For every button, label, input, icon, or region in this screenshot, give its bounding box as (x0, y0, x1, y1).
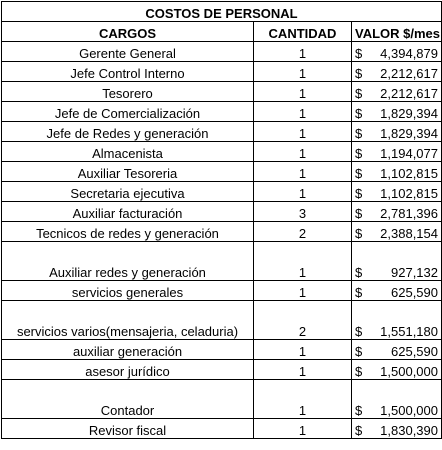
header-cantidad: CANTIDAD (254, 22, 352, 42)
valor-cell (352, 360, 442, 380)
currency-symbol: $ (355, 403, 363, 418)
currency-symbol: $ (355, 324, 363, 339)
amount: 625,590 (391, 285, 438, 300)
currency-symbol: $ (355, 186, 363, 201)
cantidad-cell: 1 (254, 242, 352, 281)
valor-cell (352, 162, 442, 182)
valor-cell (352, 122, 442, 142)
valor-cell (352, 142, 442, 162)
cantidad-cell: 1 (254, 380, 352, 419)
table-row (2, 242, 442, 281)
table-row (2, 380, 442, 419)
table-body (2, 42, 442, 439)
amount: 1,102,815 (380, 166, 438, 181)
currency-symbol: $ (355, 226, 363, 241)
table-row (2, 42, 442, 62)
header-row (2, 22, 442, 42)
cargo-cell: servicios varios(mensajeria, celaduria) (2, 301, 254, 340)
valor-cell (352, 419, 442, 439)
currency-symbol: $ (355, 285, 363, 300)
currency-symbol: $ (355, 86, 363, 101)
valor-cell (352, 182, 442, 202)
table-row (2, 419, 442, 439)
valor-cell (352, 62, 442, 82)
amount: 1,500,000 (380, 403, 438, 418)
table-row (2, 82, 442, 102)
cargo-cell: Revisor fiscal (2, 419, 254, 439)
cargo-cell: Secretaria ejecutiva (2, 182, 254, 202)
currency-symbol: $ (355, 344, 363, 359)
cantidad-cell: 1 (254, 82, 352, 102)
cargo-cell: Gerente General (2, 42, 254, 62)
cargo-cell: Tecnicos de redes y generación (2, 222, 254, 242)
table-row (2, 202, 442, 222)
amount: 1,829,394 (380, 126, 438, 141)
cantidad-cell: 1 (254, 162, 352, 182)
table-row (2, 162, 442, 182)
amount: 927,132 (391, 265, 438, 280)
cargo-cell: Jefe de Comercialización (2, 102, 254, 122)
table-row (2, 222, 442, 242)
amount: 625,590 (391, 344, 438, 359)
cantidad-cell: 1 (254, 142, 352, 162)
valor-cell (352, 222, 442, 242)
amount: 2,212,617 (380, 86, 438, 101)
amount: 1,500,000 (380, 364, 438, 379)
currency-symbol: $ (355, 364, 363, 379)
title-row (2, 2, 442, 22)
header-valor: VALOR $/mes (352, 22, 442, 42)
amount: 2,781,396 (380, 206, 438, 221)
table-row (2, 182, 442, 202)
table-row (2, 102, 442, 122)
cantidad-cell: 1 (254, 419, 352, 439)
table-row (2, 360, 442, 380)
cargo-cell: auxiliar generación (2, 340, 254, 360)
cantidad-cell: 2 (254, 222, 352, 242)
amount: 1,194,077 (380, 146, 438, 161)
currency-symbol: $ (355, 46, 363, 61)
valor-cell (352, 102, 442, 122)
table-row (2, 340, 442, 360)
amount: 4,394,879 (380, 46, 438, 61)
cargo-cell: Jefe Control Interno (2, 62, 254, 82)
cargo-cell: servicios generales (2, 281, 254, 301)
amount: 1,830,390 (380, 423, 438, 438)
valor-cell (352, 242, 442, 281)
currency-symbol: $ (355, 106, 363, 121)
amount: 1,102,815 (380, 186, 438, 201)
currency-symbol: $ (355, 66, 363, 81)
valor-cell (352, 301, 442, 340)
amount: 2,212,617 (380, 66, 438, 81)
cantidad-cell: 1 (254, 62, 352, 82)
cantidad-cell: 1 (254, 122, 352, 142)
cantidad-cell: 1 (254, 340, 352, 360)
amount: 1,551,180 (380, 324, 438, 339)
amount: 1,829,394 (380, 106, 438, 121)
currency-symbol: $ (355, 265, 363, 280)
cargo-cell: Contador (2, 380, 254, 419)
valor-cell (352, 340, 442, 360)
cantidad-cell: 1 (254, 360, 352, 380)
cantidad-cell: 1 (254, 281, 352, 301)
currency-symbol: $ (355, 423, 363, 438)
cantidad-cell: 1 (254, 102, 352, 122)
valor-cell (352, 82, 442, 102)
table-row (2, 281, 442, 301)
cantidad-cell: 2 (254, 301, 352, 340)
currency-symbol: $ (355, 146, 363, 161)
table-row (2, 142, 442, 162)
cargo-cell: Auxiliar facturación (2, 202, 254, 222)
cantidad-cell: 1 (254, 42, 352, 62)
currency-symbol: $ (355, 126, 363, 141)
table-row (2, 122, 442, 142)
currency-symbol: $ (355, 206, 363, 221)
cargo-cell: asesor jurídico (2, 360, 254, 380)
currency-symbol: $ (355, 166, 363, 181)
valor-cell (352, 202, 442, 222)
amount: 2,388,154 (380, 226, 438, 241)
valor-cell (352, 42, 442, 62)
table-title: COSTOS DE PERSONAL (2, 2, 442, 22)
table-row (2, 301, 442, 340)
cargo-cell: Auxiliar redes y generación (2, 242, 254, 281)
cargo-cell: Auxiliar Tesoreria (2, 162, 254, 182)
valor-cell (352, 281, 442, 301)
cargo-cell: Almacenista (2, 142, 254, 162)
valor-cell (352, 380, 442, 419)
table-row (2, 62, 442, 82)
header-cargos: CARGOS (2, 22, 254, 42)
cargo-cell: Tesorero (2, 82, 254, 102)
personnel-costs-table (1, 1, 442, 439)
cantidad-cell: 1 (254, 182, 352, 202)
cantidad-cell: 3 (254, 202, 352, 222)
cargo-cell: Jefe de Redes y generación (2, 122, 254, 142)
